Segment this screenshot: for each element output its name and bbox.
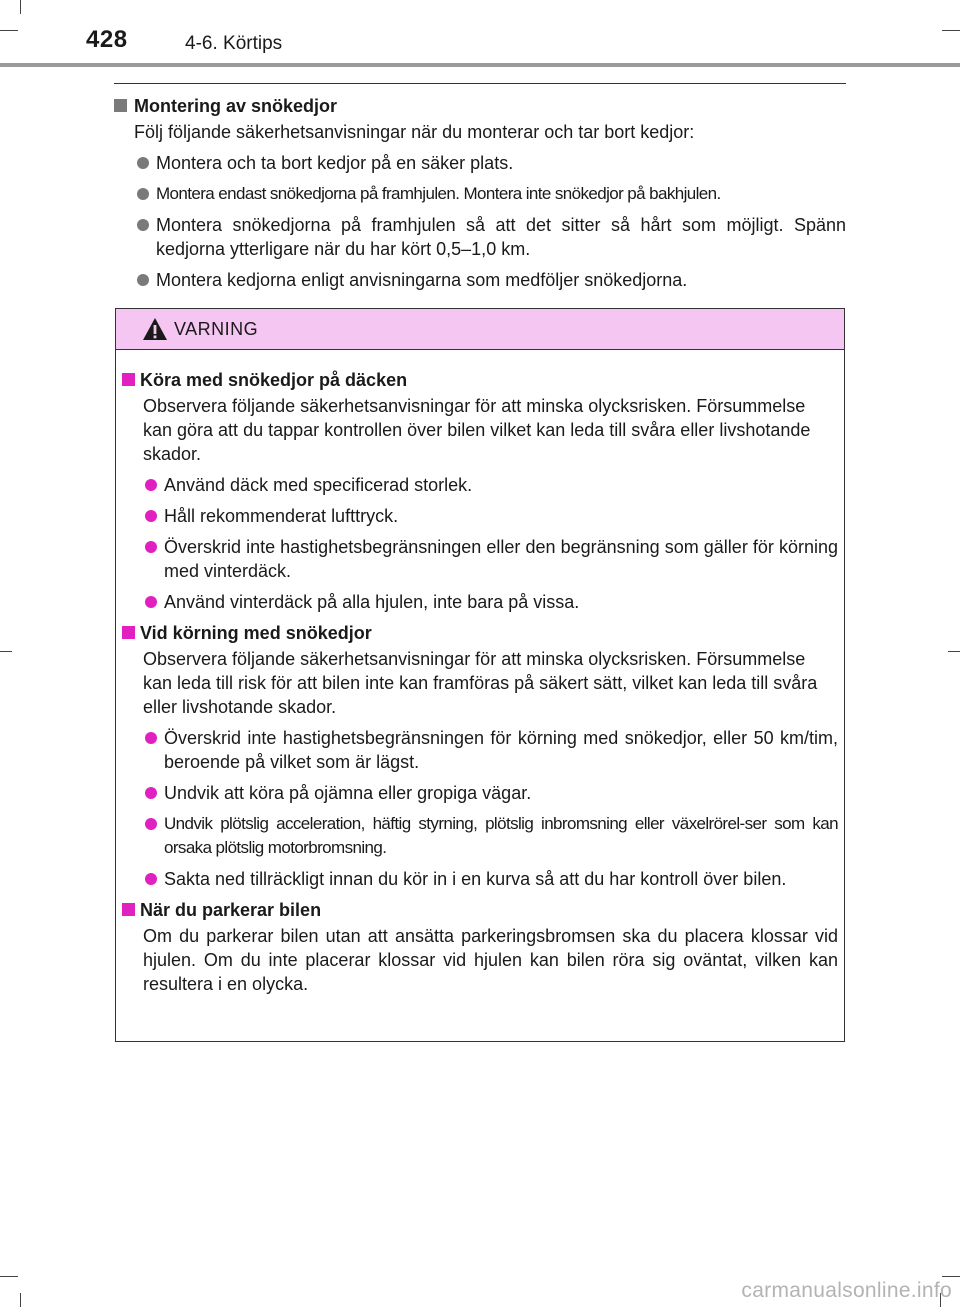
- heading-text: Montering av snökedjor: [134, 96, 338, 116]
- warning-box: [115, 308, 845, 1042]
- circle-bullet-icon: [145, 510, 157, 522]
- list-item: Undvik att köra på ojämna eller gropiga vägar.: [122, 781, 838, 805]
- warning-body: [116, 350, 844, 996]
- crop-mark: [20, 1293, 21, 1307]
- crop-mark: [942, 1276, 960, 1277]
- section-title: 4-6. Körtips: [185, 33, 283, 54]
- list-item: Montera kedjorna enligt anvisningarna som medföljer snökedjorna.: [114, 268, 846, 292]
- list-item: Överskrid inte hastighetsbegränsningen för körning med snökedjor, eller 50 km/tim, beroende på vilket som är lägst.: [122, 726, 838, 774]
- paragraph: Observera följande säkerhetsanvisningar för att minska olycksrisken. Försummelse kan leda till risk för att bilen inte kan framföras på säkert sätt, vilket kan leda till svåra eller livshotande skador.: [143, 649, 818, 717]
- section-heading: Vid körning med snökedjor: [122, 621, 838, 645]
- paragraph: Observera följande säkerhetsanvisningar för att minska olycksrisken. Försummelse kan göra att du tappar kontrollen över bilen vilket kan leda till svåra eller livshotande skador.: [143, 396, 811, 464]
- warning-triangle-icon: [142, 317, 168, 341]
- circle-bullet-icon: [137, 274, 149, 286]
- section-heading: [114, 94, 846, 118]
- circle-bullet-icon: [137, 157, 149, 169]
- crop-mark: [0, 1276, 18, 1277]
- list-item: Montera snökedjorna på framhjulen så att det sitter så hårt som möjligt. Spänn kedjorna ytterligare när du har kört 0,5–1,0 km.: [114, 213, 846, 261]
- list-item: Undvik plötslig acceleration, häftig styrning, plötslig inbromsning eller växelrörel-ser som kan orsaka plötslig motorbromsning.: [122, 812, 838, 860]
- list-item: Överskrid inte hastighetsbegränsningen eller den begränsning som gäller för körning med vinterdäck.: [122, 535, 838, 583]
- intro-text: Följ följande säkerhetsanvisningar när du monterar och tar bort kedjor:: [134, 122, 695, 142]
- divider: [114, 83, 846, 84]
- crop-mark: [948, 651, 960, 652]
- circle-bullet-icon: [145, 479, 157, 491]
- mounting-section: [114, 94, 846, 299]
- circle-bullet-icon: [145, 873, 157, 885]
- watermark: carmanualsonline.info: [741, 1279, 952, 1302]
- page-header: [0, 0, 960, 70]
- list-item: Montera och ta bort kedjor på en säker plats.: [114, 151, 846, 175]
- circle-bullet-icon: [145, 541, 157, 553]
- square-bullet-icon: [114, 99, 127, 112]
- square-bullet-icon: [122, 903, 135, 916]
- circle-bullet-icon: [145, 787, 157, 799]
- page-number: 428: [86, 26, 128, 53]
- circle-bullet-icon: [137, 219, 149, 231]
- section-heading: Köra med snökedjor på däcken: [122, 368, 838, 392]
- list-item: Använd däck med specificerad storlek.: [122, 473, 838, 497]
- square-bullet-icon: [122, 373, 135, 386]
- circle-bullet-icon: [145, 596, 157, 608]
- warning-label: VARNING: [174, 319, 259, 339]
- circle-bullet-icon: [145, 818, 157, 830]
- square-bullet-icon: [122, 626, 135, 639]
- header-rule: [0, 63, 960, 67]
- list-item: Använd vinterdäck på alla hjulen, inte bara på vissa.: [122, 590, 838, 614]
- list-item: Sakta ned tillräckligt innan du kör in i en kurva så att du har kontroll över bilen.: [122, 867, 838, 891]
- circle-bullet-icon: [137, 188, 149, 200]
- circle-bullet-icon: [145, 732, 157, 744]
- section-heading: När du parkerar bilen: [122, 898, 838, 922]
- crop-mark: [0, 651, 12, 652]
- list-item: Montera endast snökedjorna på framhjulen. Montera inte snökedjor på bakhjulen.: [114, 182, 846, 206]
- warning-header: [116, 309, 844, 350]
- list-item: Håll rekommenderat lufttryck.: [122, 504, 838, 528]
- paragraph: Om du parkerar bilen utan att ansätta parkeringsbromsen ska du placera klossar vid hjulen. Om du inte placerar klossar vid hjulen kan bilen röra sig oväntat, vilken kan resultera i en olycka.: [143, 926, 838, 994]
